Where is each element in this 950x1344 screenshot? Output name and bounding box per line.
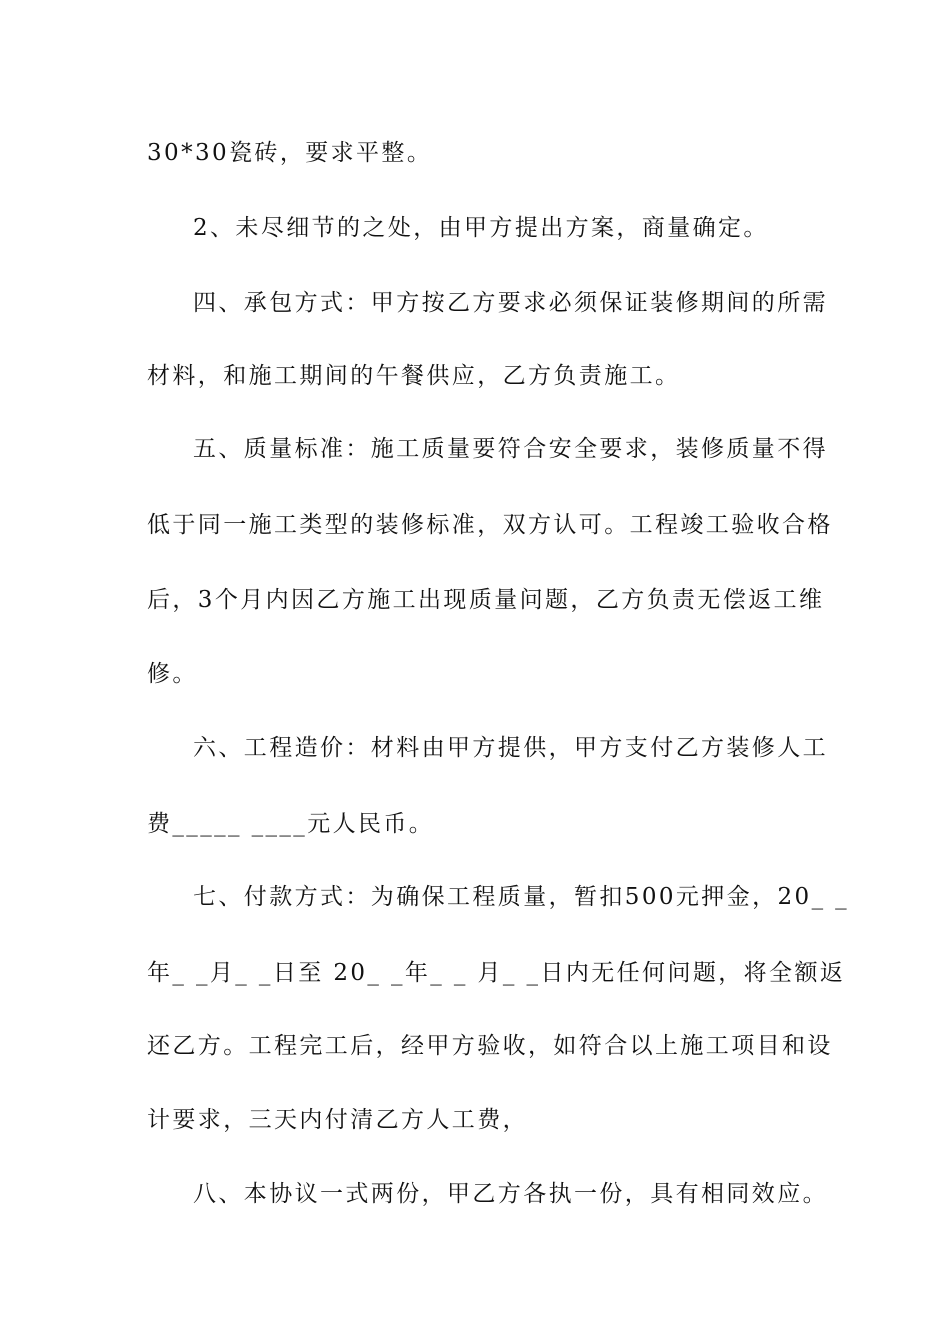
- text-line-14: 计要求，三天内付清乙方人工费，: [147, 1107, 528, 1133]
- text-line-12: 年_ _月_ _日至 20_ _年_ _ 月_ _日内无任何问题，将全额返: [147, 960, 846, 986]
- text-line-1: 30*30瓷砖，要求平整。: [147, 140, 433, 166]
- text-line-3: 四、承包方式：甲方按乙方要求必须保证装修期间的所需: [193, 290, 828, 316]
- text-line-4: 材料，和施工期间的午餐供应，乙方负责施工。: [147, 363, 681, 389]
- text-line-13: 还乙方。工程完工后，经甲方验收，如符合以上施工项目和设: [147, 1033, 833, 1059]
- text-line-2: 2、未尽细节的之处，由甲方提出方案，商量确定。: [193, 215, 769, 241]
- text-line-9: 六、工程造价：材料由甲方提供，甲方支付乙方装修人工: [193, 735, 828, 761]
- text-line-15: 八、本协议一式两份，甲乙方各执一份，具有相同效应。: [193, 1181, 828, 1207]
- text-line-6: 低于同一施工类型的装修标准，双方认可。工程竣工验收合格: [147, 512, 833, 538]
- text-line-5: 五、质量标准：施工质量要符合安全要求，装修质量不得: [193, 436, 828, 462]
- text-line-7: 后，3个月内因乙方施工出现质量问题，乙方负责无偿返工维: [147, 587, 825, 613]
- text-line-8: 修。: [147, 661, 198, 687]
- text-line-11: 七、付款方式：为确保工程质量，暂扣500元押金，20_ _: [193, 884, 850, 910]
- text-line-10: 费_____ ____元人民币。: [147, 811, 435, 837]
